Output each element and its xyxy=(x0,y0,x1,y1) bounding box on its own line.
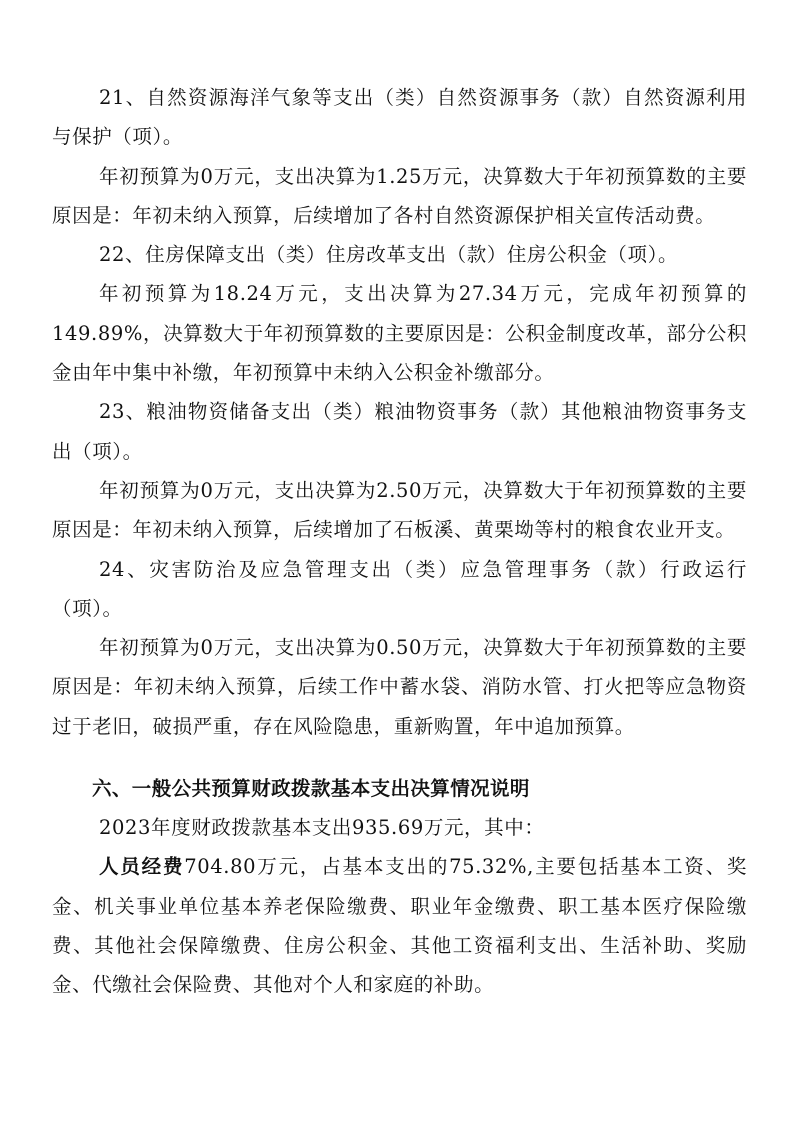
item-22-explanation: 年初预算为18.24万元，支出决算为27.34万元，完成年初预算的149.89%，决算数大于年初预算数的主要原因是：公积金制度改革，部分公积金由年中集中补缴，年初预算中未纳入公积金补缴部分。 xyxy=(52,282,747,385)
item-21-heading: 21、自然资源海洋气象等支出（类）自然资源事务（款）自然资源利用与保护（项）。 xyxy=(52,86,747,149)
item-23-heading: 23、粮油物资储备支出（类）粮油物资事务（款）其他粮油物资事务支出（项）。 xyxy=(52,400,747,463)
personnel-expense-text: 704.80万元，占基本支出的75.32%,主要包括基本工资、奖金、机关事业单位基本养老保险缴费、职业年金缴费、职工基本医疗保险缴费、其他社会保障缴费、住房公积金、其他工资福利支出、生活补助、奖励金、代缴社会保险费、其他对个人和家庭的补助。 xyxy=(52,855,748,997)
item-23-explanation: 年初预算为0万元，支出决算为2.50万元，决算数大于年初预算数的主要原因是：年初未纳入预算，后续增加了石板溪、黄栗坳等村的粮食农业开支。 xyxy=(52,478,747,542)
item-24-heading: 24、灾害防治及应急管理支出（类）应急管理事务（款）行政运行（项）。 xyxy=(52,557,747,620)
personnel-expense-paragraph xyxy=(52,847,747,1004)
section-6-intro: 2023年度财政拨款基本支出935.69万元，其中： xyxy=(99,816,545,840)
document-page xyxy=(52,78,747,1005)
personnel-expense-label: 人员经费 xyxy=(99,855,185,879)
item-24-explanation: 年初预算为0万元，支出决算为0.50万元，决算数大于年初预算数的主要原因是：年初未纳入预算，后续工作中蓄水袋、消防水管、打火把等应急物资过于老旧，破损严重，存在风险隐患，重新购置，年中追加预算。 xyxy=(52,636,747,738)
section-6-title: 六、一般公共预算财政拨款基本支出决算情况说明 xyxy=(92,777,530,801)
item-22-heading: 22、住房保障支出（类）住房改革支出（款）住房公积金（项）。 xyxy=(99,243,679,267)
item-21-explanation: 年初预算为0万元，支出决算为1.25万元，决算数大于年初预算数的主要原因是：年初未纳入预算，后续增加了各村自然资源保护相关宣传活动费。 xyxy=(52,164,747,227)
